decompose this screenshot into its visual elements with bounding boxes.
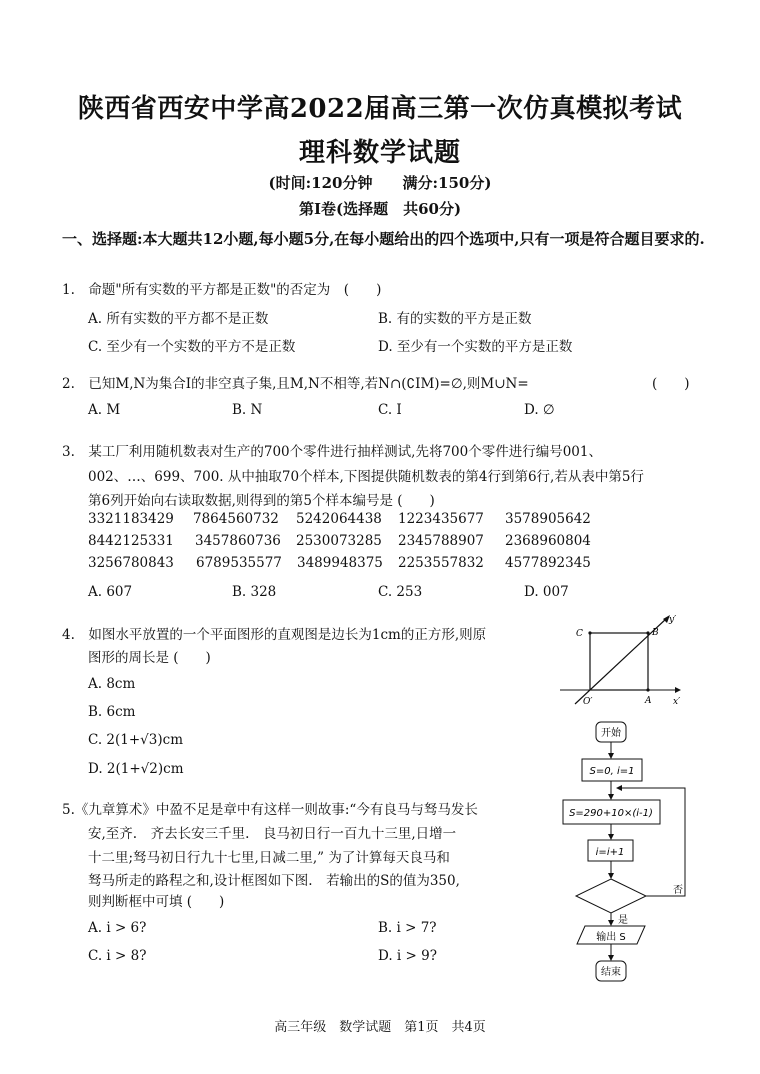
q1-option-d: D. 至少有一个实数的平方是正数	[378, 339, 573, 355]
label-a: A	[645, 696, 652, 706]
q4-option-d: D. 2(1+√2)cm	[88, 761, 184, 777]
q3-option-d: D. 007	[524, 584, 569, 600]
q2-option-c: C. I	[378, 402, 402, 418]
label-y: y′	[669, 615, 677, 625]
q4-option-a: A. 8cm	[88, 676, 136, 692]
random-table-cell: 8442125331	[88, 533, 174, 549]
q3-option-c: C. 253	[378, 584, 423, 600]
label-b: B	[652, 628, 659, 638]
random-table-cell: 4577892345	[505, 555, 591, 571]
point-c	[588, 631, 591, 634]
random-table-cell: 3256780843	[88, 555, 174, 571]
q5-option-c: C. i > 8?	[88, 948, 147, 964]
point-a	[646, 688, 649, 691]
random-table-cell: 3578905642	[505, 511, 591, 527]
q5-line5: 则判断框中可填 ( )	[88, 894, 225, 910]
random-table-cell: 1223435677	[398, 511, 484, 527]
flow-init-text: S=0, i=1	[589, 766, 635, 777]
exam-title: 陕西省西安中学高2022届高三第一次仿真模拟考试	[77, 94, 683, 124]
flowchart	[555, 718, 700, 988]
random-table-cell: 7864560732	[193, 511, 279, 527]
q2-option-b: B. N	[232, 402, 263, 418]
page-footer: 高三年级 数学试题 第1页 共4页	[274, 1020, 486, 1035]
q5-option-b: B. i > 7?	[378, 920, 437, 936]
random-table-cell: 2253557832	[398, 555, 484, 571]
random-table-cell: 3457860736	[195, 533, 281, 549]
point-b	[646, 631, 649, 634]
random-table-cell: 5242064438	[296, 511, 382, 527]
label-o: O′	[583, 697, 593, 707]
q4-option-b: B. 6cm	[88, 704, 136, 720]
q5-line2: 安,至齐. 齐去长安三千里. 良马初日行一百九十三里,日增一	[88, 826, 457, 842]
q1-option-c: C. 至少有一个实数的平方不是正数	[88, 339, 296, 355]
volume-heading: 第Ⅰ卷(选择题 共60分)	[298, 200, 462, 218]
q5-option-d: D. i > 9?	[378, 948, 437, 964]
section-intro: 一、选择题:本大题共12小题,每小题5分,在每小题给出的四个选项中,只有一项是符合题目要求的.	[62, 230, 705, 248]
flow-output-text: 输出 S	[596, 932, 626, 943]
time-info: (时间:120分钟 满分:150分)	[268, 174, 492, 192]
flow-no-label: 否	[673, 885, 683, 896]
random-table-cell: 2530073285	[296, 533, 382, 549]
q3-line3: 第6列开始向右读取数据,则得到的第5个样本编号是 ( )	[88, 493, 435, 509]
q2-option-d: D. ∅	[524, 402, 555, 418]
q2-answer-paren: ( )	[652, 376, 690, 392]
random-table-cell: 3321183429	[88, 511, 174, 527]
q3-line1: 3. 某工厂利用随机数表对生产的700个零件进行抽样测试,先将700个零件进行编号001、	[62, 444, 602, 460]
random-table-cell: 2345788907	[398, 533, 484, 549]
q3-line2: 002、…、699、700. 从中抽取70个样本,下图提供随机数表的第4行到第6行,若从表中第5行	[88, 469, 644, 485]
q5-line1: 5.《九章算术》中盈不足是章中有这样一则故事:“今有良马与驽马发长	[62, 802, 478, 818]
q5-option-a: A. i > 6?	[88, 920, 147, 936]
q2-option-a: A. M	[88, 402, 121, 418]
random-table-cell: 6789535577	[196, 555, 282, 571]
q5-line4: 驽马所走的路程之和,设计框图如下图. 若输出的S的值为350,	[88, 873, 460, 889]
flow-yes-label: 是	[618, 915, 628, 926]
q1-option-b: B. 有的实数的平方是正数	[378, 311, 532, 327]
x-axis-arrow	[675, 687, 681, 693]
label-c: C	[576, 629, 583, 639]
random-table-cell: 3489948375	[297, 555, 383, 571]
label-x: x′	[673, 697, 681, 707]
q1-stem: 1. 命题"所有实数的平方都是正数"的否定为 ( )	[62, 282, 382, 298]
q4-figure	[555, 612, 690, 712]
exam-subtitle: 理科数学试题	[298, 138, 461, 168]
q5-line3: 十二里;驽马初日行九十七里,日减二里,” 为了计算每天良马和	[88, 850, 450, 866]
random-table-cell: 2368960804	[505, 533, 591, 549]
q4-line1: 4. 如图水平放置的一个平面图形的直观图是边长为1cm的正方形,则原	[62, 627, 487, 643]
q2-stem: 2. 已知M,N为集合I的非空真子集,且M,N不相等,若N∩(∁IM)=∅,则M∪N=	[62, 376, 529, 392]
flow-calc-text: S=290+10×(i-1)	[569, 808, 653, 819]
q4-line2: 图形的周长是 ( )	[88, 650, 211, 666]
flow-decision	[576, 879, 646, 913]
flow-inc-text: i=i+1	[595, 847, 625, 858]
q3-option-b: B. 328	[232, 584, 277, 600]
q3-option-a: A. 607	[88, 584, 133, 600]
flow-end-text: 结束	[601, 967, 621, 978]
q4-option-c: C. 2(1+√3)cm	[88, 732, 184, 748]
flow-start-text: 开始	[601, 728, 621, 739]
q1-option-a: A. 所有实数的平方都不是正数	[88, 311, 269, 327]
